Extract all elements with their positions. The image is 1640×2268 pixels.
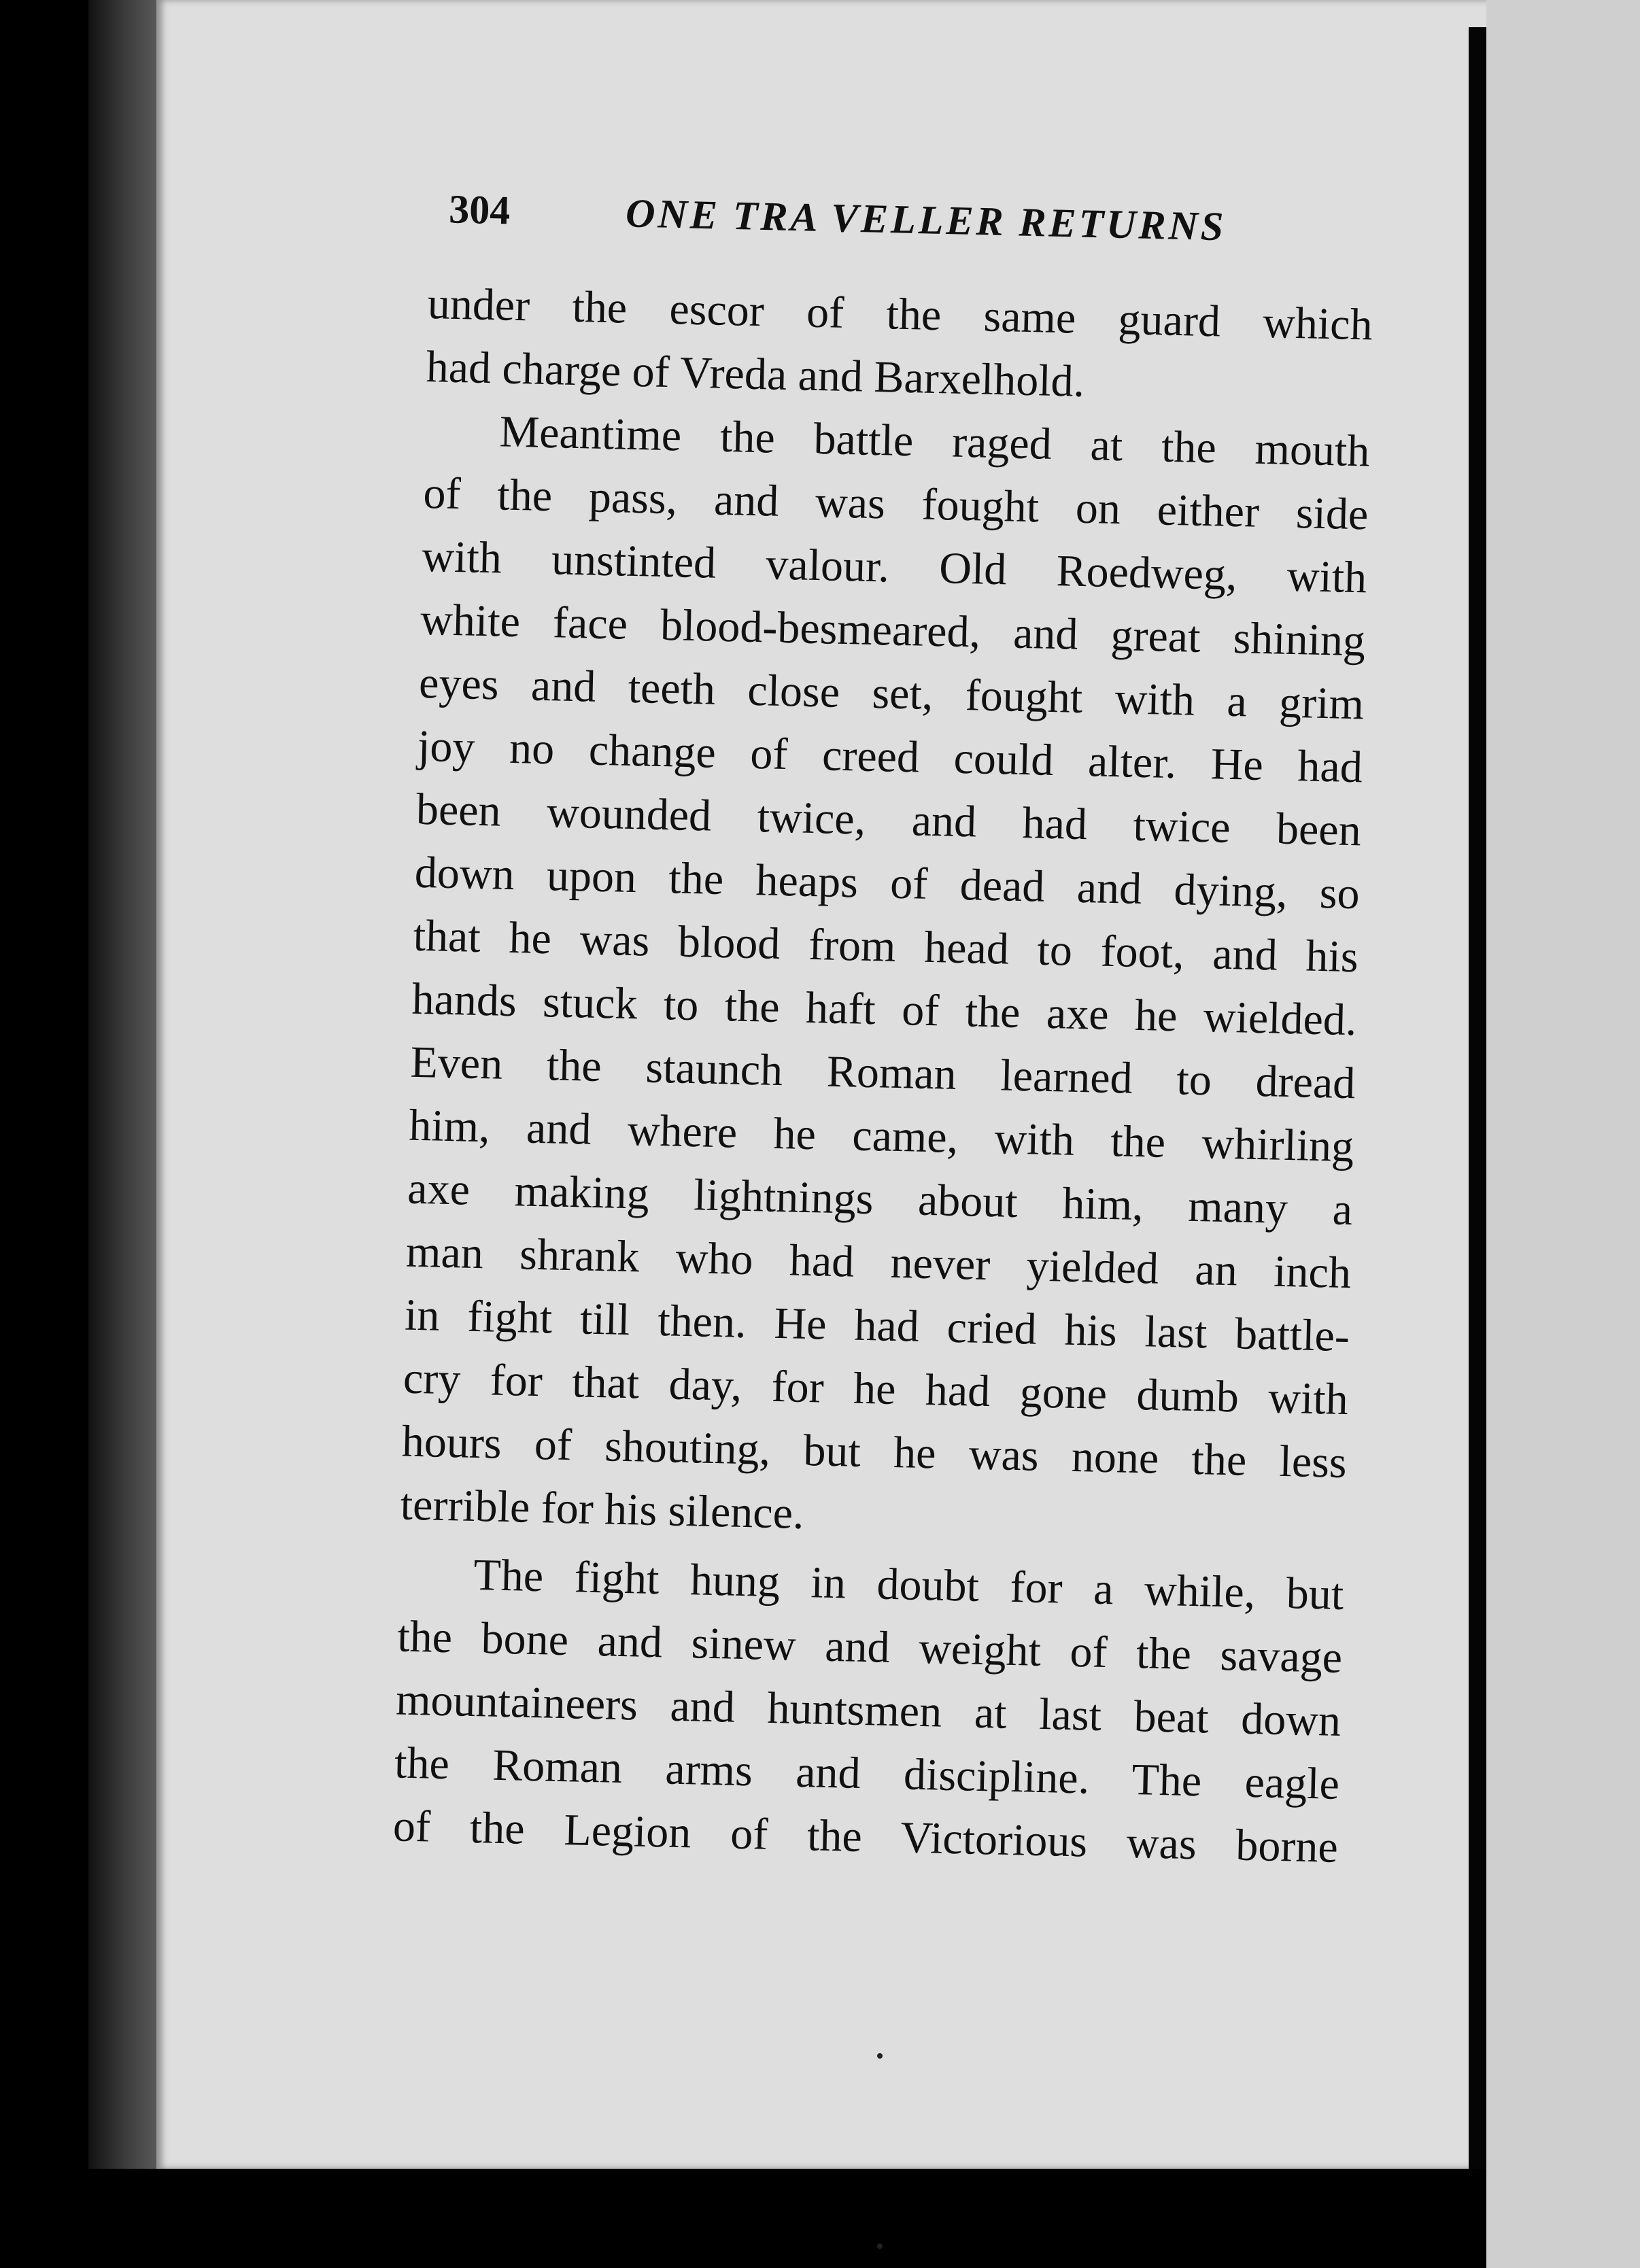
page-number: 304 (448, 186, 511, 233)
text-line: cry for that day, for he had gone dumb with (403, 1353, 1349, 1425)
page-edge-rule (1469, 27, 1486, 2176)
text-line: man shrank who had never yielded an inch (405, 1226, 1352, 1299)
text-line: with unstinted valour. Old Roedweg, with (421, 531, 1367, 603)
text-line: hours of shouting, but he was none the less (401, 1416, 1348, 1488)
text-line: mountaineers and huntsmen at last beat down (395, 1674, 1342, 1746)
text-line: Even the staunch Roman learned to dread (409, 1037, 1356, 1109)
text-line: had charge of Vreda and Barxelhold. (426, 341, 1085, 407)
text-line: of the Legion of the Victorious was borne (392, 1801, 1339, 1872)
text-line: down upon the heaps of dead and dying, so (414, 847, 1361, 919)
adjacent-page-edge (1486, 0, 1640, 2268)
text-line: The fight hung in doubt for a while, but (473, 1550, 1345, 1620)
text-line: the bone and sinew and weight of the savage (396, 1611, 1343, 1683)
text-line: terrible for his silence. (400, 1479, 805, 1539)
text-line: under the escor of the same guard which (427, 278, 1373, 350)
text-line: of the pass, and was fought on either side (422, 468, 1369, 540)
text-line: hands stuck to the haft of the axe he wielded. (411, 974, 1358, 1046)
text-line: joy no change of creed could alter. He had (417, 721, 1363, 793)
ink-speck (877, 2244, 883, 2249)
text-line: in fight till then. He had cried his last battle- (404, 1290, 1350, 1362)
text-line: white face blood-besmeared, and great shining (420, 594, 1366, 666)
text-line: axe making lightnings about him, many a (407, 1163, 1353, 1235)
text-line: that he was blood from head to foot, and his (413, 910, 1359, 982)
ink-speck (877, 2053, 883, 2059)
body-text (392, 272, 1373, 1879)
bottom-shadow (0, 2169, 1486, 2268)
text-line: Meantime the battle raged at the mouth (498, 407, 1371, 477)
running-head: ONE TRA VELLER RETURNS (625, 190, 1227, 250)
text-line: been wounded twice, and had twice been (415, 784, 1362, 856)
text-line: eyes and teeth close set, fought with a grim (418, 657, 1365, 729)
text-line: the Roman arms and discipline. The eagle (394, 1738, 1340, 1809)
text-line: him, and where he came, with the whirling (408, 1100, 1354, 1172)
